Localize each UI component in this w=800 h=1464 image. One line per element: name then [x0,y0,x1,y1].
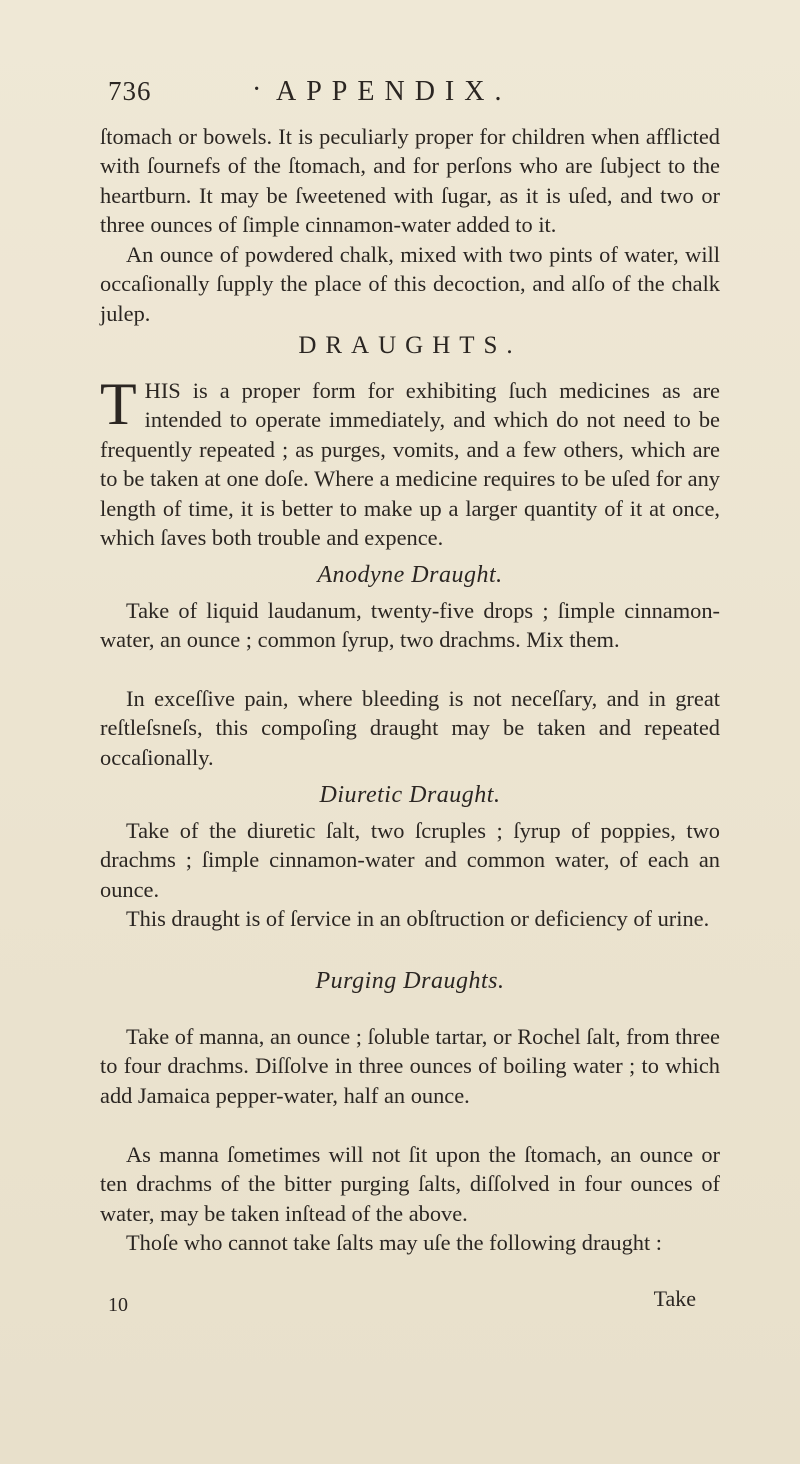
recipe-text: Take of the diuretic ſalt, two ſcruples ; ſyrup of poppies, two drachms ; ſimple cinnamon-water and common water, of each an ounce. [100,818,720,902]
anodyne-note [100,684,720,772]
purging-note [100,1140,720,1228]
catchword: Take [653,1286,696,1311]
paragraph-stomach [100,122,720,240]
header-dot: · [252,74,262,105]
signature-mark: 10 [108,1294,128,1316]
purging-note-2 [100,1228,720,1257]
subheading-purging: Purging Draughts. [315,968,505,994]
note-text: In exceſſive pain, where bleeding is not neceſſary, and in great reſtleſsneſs, this compoſing draught may be taken and repeated occaſionally. [100,686,720,770]
draughts-intro [100,371,720,552]
diuretic-note [100,904,720,933]
anodyne-recipe [100,596,720,655]
note-text: As manna ſometimes will not ſit upon the ſtomach, an ounce or ten drachms of the bitter purging ſalts, diſſolved in four ounces of water, may be taken inſtead of the above. [100,1142,720,1226]
subheading-diuretic: Diuretic Draught. [319,782,501,808]
intro-paragraph [100,371,720,552]
paragraph-chalk [100,240,720,328]
running-title [252,74,512,108]
drop-cap: T [100,371,137,437]
recipe-text: Take of liquid laudanum, twenty-five drops ; ſimple cinnamon-water, an ounce ; common ſyrup, two drachms. Mix them. [100,598,720,653]
note-text: This draught is of ſervice in an obſtruction or deficiency of urine. [126,906,710,931]
paragraph-text: An ounce of powdered chalk, mixed with two pints of water, will occaſionally ſupply the place of this decoction, and alſo of the chalk julep. [100,242,720,326]
paragraph-text: ſtomach or bowels. It is peculiarly proper for children when afflicted with ſournefs of the ſtomach, and for perſons who are ſubject to the heartburn. It may be ſweetened with ſugar, as it is uſed, and two or three ounces of ſimple cinnamon-water added to it. [100,124,720,238]
diuretic-recipe [100,816,720,904]
page-header [108,76,708,116]
subheading-anodyne: Anodyne Draught. [317,562,503,588]
section-heading-draughts: DRAUGHTS. [298,332,522,359]
recipe-text: Take of manna, an ounce ; ſoluble tartar, or Rochel ſalt, from three to four drachms. Diſſolve in three ounces of boiling water ; to which add Jamaica pepper-water, half an ounce. [100,1024,720,1108]
page-number: 736 [108,76,152,106]
intro-text: HIS is a proper form for exhibiting ſuch medicines as are intended to operate immediately, and which do not need to be frequently repeated ; as purges, vomits, and a few others, which are to be taken at one doſe. Where a medicine requires to be uſed for any length of time, it is better to make up a larger quantity of it at once, which ſaves both trouble and expence. [100,378,720,551]
note-text: Thoſe who cannot take ſalts may uſe the following draught : [126,1230,662,1255]
purging-recipe [100,1022,720,1110]
running-title-text: APPENDIX. [276,76,512,107]
